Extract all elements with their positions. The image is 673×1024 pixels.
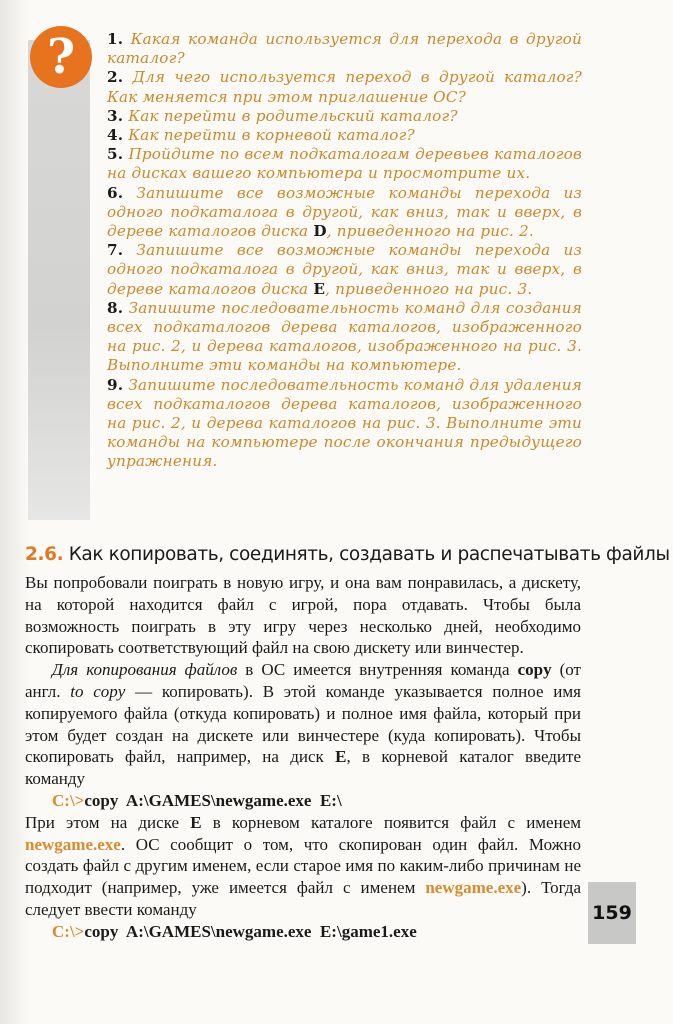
question-8: 8. Запишите последовательность команд для создания всех подкаталогов дерева каталогов, изображенного на рис. 2, и дерева каталогов, изображенного на рис. 3. Выполните эти команды на компьютере. — [107, 298, 582, 375]
question-mark-icon: ? — [30, 26, 92, 88]
paragraph-intro: Вы попробовали поиграть в новую игру, и она вам понравилась, а дискету, на которой находится файл с игрой, пора отдавать. Чтобы была возможность поиграть в эту игру через несколько дней, необходимо скопировать соответствующий файл на свою дискету или винчестер. — [25, 573, 581, 658]
questions-sidebar-bar — [28, 40, 90, 520]
question-4: 4. Как перейти в корневой каталог? — [107, 126, 415, 145]
question-3: 3. Как перейти в родительский каталог? — [107, 106, 458, 125]
command-example-2: C:\>copy A:\GAMES\newgame.exe E:\game1.exe — [52, 921, 417, 941]
paragraph-result: При этом на диске E в корневом каталоге появится файл с именем newgame.exe. ОС сообщит о том, что скопирован один файл. Можно создать файл с другим именем, если старое имя по каким-либо причинам не подходит (например, уже имеется файл с именем newgame.exe). Тогда следует ввести команду — [25, 812, 581, 919]
question-7: 7. Запишите все возможные команды перехода из одного подкаталога в другой, как вниз, так и вверх, в дереве каталогов диска E, приведенного на рис. 3. — [107, 241, 582, 298]
review-questions — [107, 30, 582, 472]
question-1: 1. Какая команда используется для перехода в другой каталог? — [107, 30, 582, 68]
question-5: 5. Пройдите по всем подкаталогам деревьев каталогов на дисках вашего компьютера и просмотрите их. — [107, 145, 582, 183]
question-2: 2. Для чего используется переход в другой каталог? Как меняется при этом приглашение ОС? — [107, 68, 582, 106]
section-body — [25, 572, 581, 943]
question-9: 9. Запишите последовательность команд для удаления всех подкаталогов дерева каталогов, изображенного на рис. 2, и дерева каталогов на рис. 3. Выполните эти команды на компьютере после окончания предыдущего упражнения. — [107, 375, 582, 471]
section-heading — [25, 544, 670, 565]
paragraph-copy-command: Для копирования файлов в ОС имеется внутренняя команда copy (от англ. to copy — копировать). В этой команде указывается полное имя копируемого файла (откуда копировать) и полное имя файла, который при этом будет создан на дискете или винчестере (куда копировать). Чтобы скопировать файл, например, на диск E, в корневой каталог введите команду — [25, 660, 581, 789]
command-example-1: C:\>copy A:\GAMES\newgame.exe E:\ — [52, 790, 342, 810]
section-number: 2.6. — [25, 544, 64, 565]
section-title-text: Как копировать, соединять, создавать и распечатывать файлы — [68, 544, 670, 565]
question-6: 6. Запишите все возможные команды перехода из одного подкаталога в другой, как вниз, так и вверх, в дереве каталогов диска D, приведенного на рис. 2. — [107, 183, 582, 241]
page-number: 159 — [588, 882, 636, 944]
